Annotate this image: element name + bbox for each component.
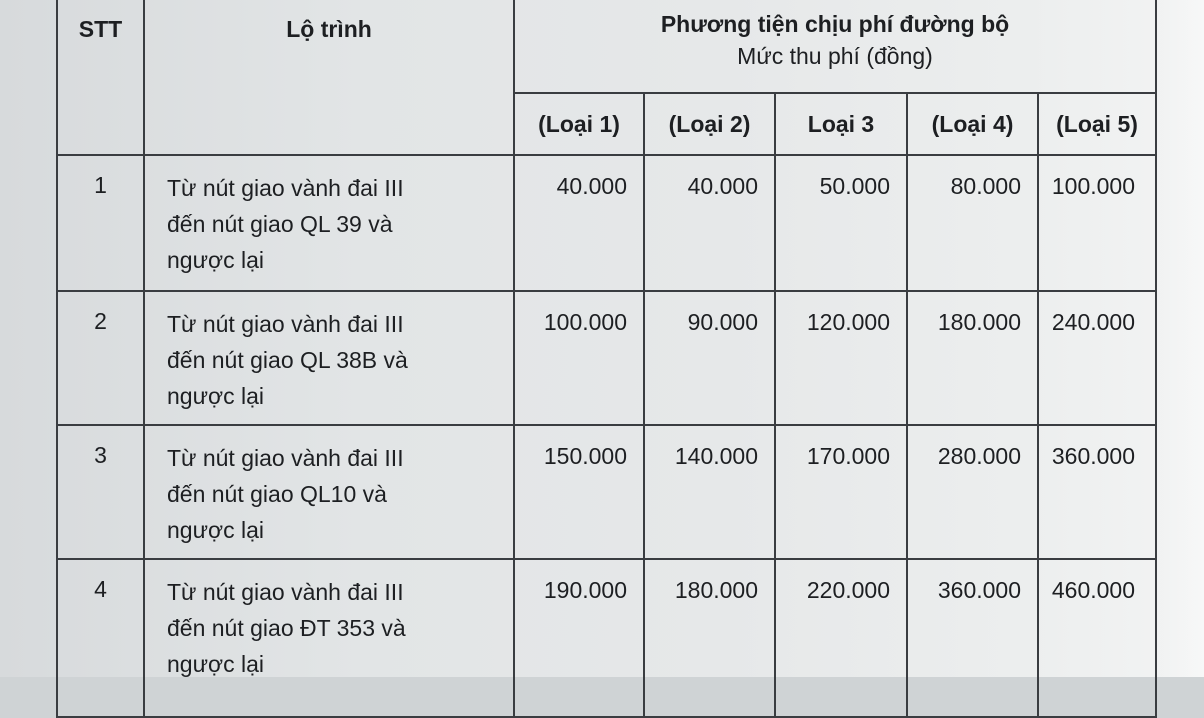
row-stt: 4 xyxy=(57,559,144,717)
header-route: Lộ trình xyxy=(144,0,514,155)
fee-type-3: 50.000 xyxy=(775,155,907,291)
row-stt: 3 xyxy=(57,425,144,559)
fee-type-4: 360.000 xyxy=(907,559,1038,717)
row-route xyxy=(144,155,514,291)
header-fee-subtitle: Mức thu phí (đồng) xyxy=(737,43,933,69)
header-fee-title: Phương tiện chịu phí đường bộ xyxy=(660,11,1010,37)
fee-type-3: 120.000 xyxy=(775,291,907,425)
fee-type-2: 180.000 xyxy=(644,559,775,717)
paper-edge-highlight xyxy=(1164,0,1204,677)
fee-type-5: 240.000 xyxy=(1038,291,1156,425)
fee-type-2: 90.000 xyxy=(644,291,775,425)
fee-type-4: 180.000 xyxy=(907,291,1038,425)
fee-type-3: 220.000 xyxy=(775,559,907,717)
fee-type-2: 40.000 xyxy=(644,155,775,291)
fee-type-1: 190.000 xyxy=(514,559,644,717)
fee-type-4: 280.000 xyxy=(907,425,1038,559)
fee-type-5: 100.000 xyxy=(1038,155,1156,291)
route-text: Từ nút giao vành đai III đến nút giao QL 39 và ngược lại xyxy=(167,175,404,273)
header-type-3: Loại 3 xyxy=(775,93,907,155)
header-stt: STT xyxy=(57,0,144,155)
fee-type-1: 100.000 xyxy=(514,291,644,425)
fee-type-1: 40.000 xyxy=(514,155,644,291)
table-row xyxy=(57,559,1156,717)
table-row xyxy=(57,425,1156,559)
row-route xyxy=(144,291,514,425)
row-route xyxy=(144,559,514,717)
row-stt: 1 xyxy=(57,155,144,291)
header-type-4: (Loại 4) xyxy=(907,93,1038,155)
route-text: Từ nút giao vành đai III đến nút giao ĐT 353 và ngược lại xyxy=(167,579,406,677)
fee-type-2: 140.000 xyxy=(644,425,775,559)
header-type-1: (Loại 1) xyxy=(514,93,644,155)
header-type-2: (Loại 2) xyxy=(644,93,775,155)
fee-type-1: 150.000 xyxy=(514,425,644,559)
toll-fee-table xyxy=(56,0,1157,718)
fee-type-3: 170.000 xyxy=(775,425,907,559)
route-text: Từ nút giao vành đai III đến nút giao QL10 và ngược lại xyxy=(167,445,404,543)
fee-type-5: 360.000 xyxy=(1038,425,1156,559)
table-row xyxy=(57,155,1156,291)
header-type-5: (Loại 5) xyxy=(1038,93,1156,155)
route-text: Từ nút giao vành đai III đến nút giao QL 38B và ngược lại xyxy=(167,311,408,409)
fee-type-5: 460.000 xyxy=(1038,559,1156,717)
fee-type-4: 80.000 xyxy=(907,155,1038,291)
row-stt: 2 xyxy=(57,291,144,425)
row-route xyxy=(144,425,514,559)
header-fee-group xyxy=(514,0,1156,93)
table-row xyxy=(57,291,1156,425)
